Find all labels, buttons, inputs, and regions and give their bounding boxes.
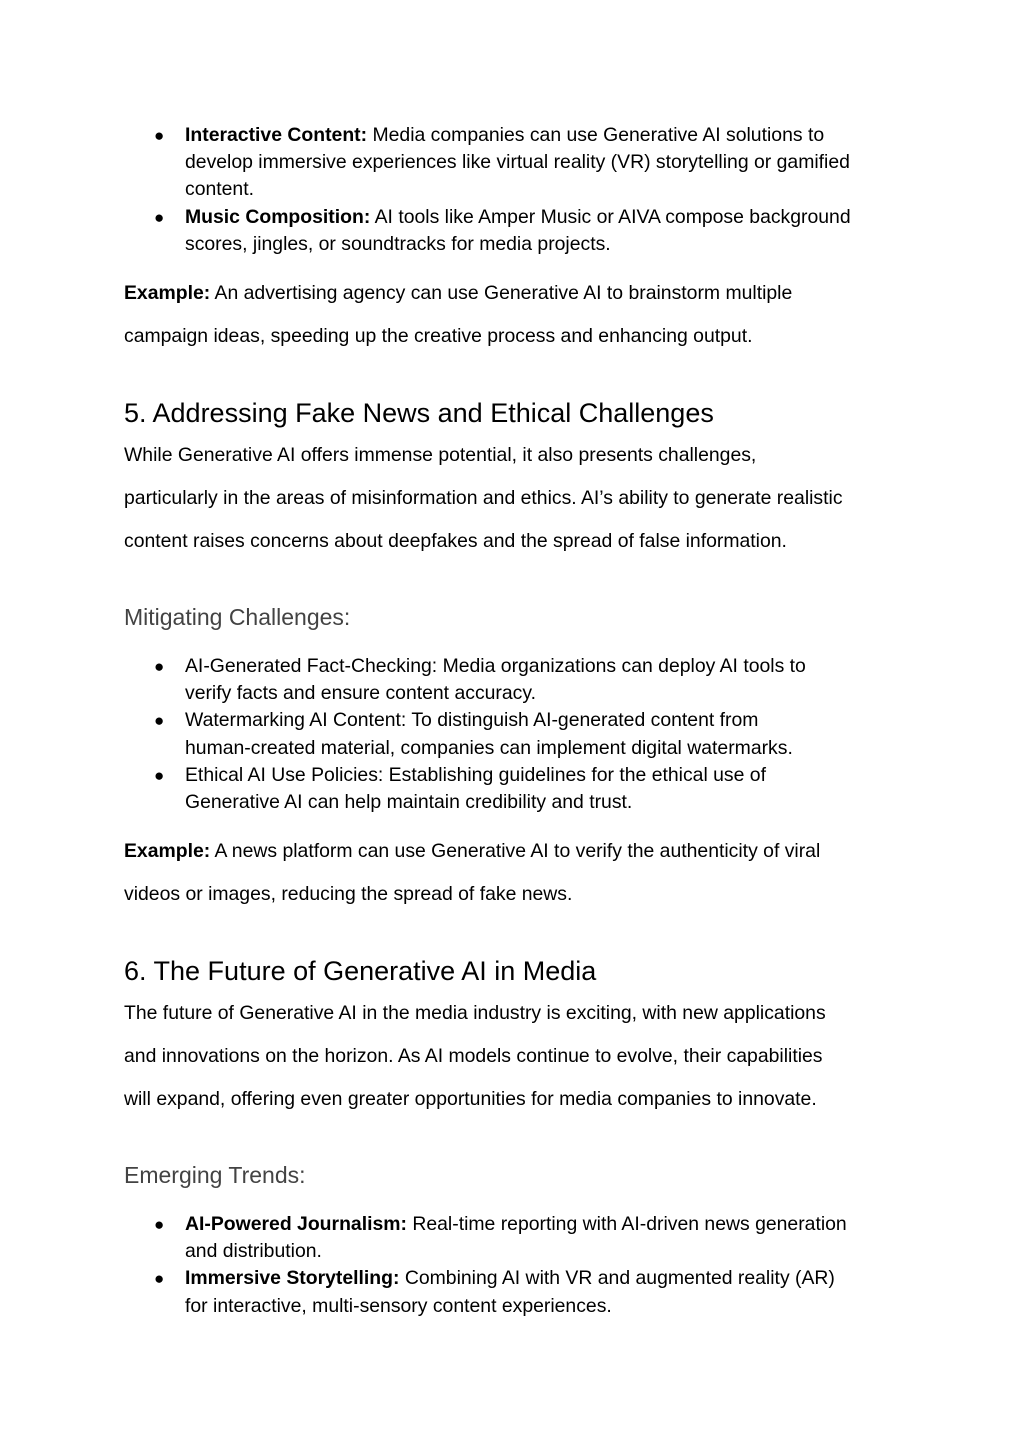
list-item-text: and distribution.	[185, 1240, 322, 1263]
example-text: videos or images, reducing the spread of fake news.	[124, 882, 573, 905]
paragraph-line: will expand, offering even greater opportunities for media companies to innovate.	[124, 1087, 817, 1110]
example-text: A news platform can use Generative AI to verify the authenticity of viral	[214, 840, 821, 862]
list-item-text: Generative AI can help maintain credibility and trust.	[185, 791, 633, 814]
list-item-text: scores, jingles, or soundtracks for media projects.	[185, 232, 611, 255]
bullet-icon: ●	[154, 126, 165, 145]
list-item	[124, 707, 914, 761]
bullet-icon: ●	[154, 711, 165, 731]
list-item-text: develop immersive experiences like virtual reality (VR) storytelling or gamified	[185, 151, 850, 174]
list-item-text: Media companies can use Generative AI solutions to	[372, 124, 825, 146]
mitigating-challenges-list	[124, 653, 914, 816]
paragraph-line: particularly in the areas of misinformation and ethics. AI’s ability to generate realistic	[124, 486, 843, 509]
list-item	[124, 1265, 914, 1319]
list-item-text: Watermarking AI Content: To distinguish AI-generated content from	[185, 709, 759, 732]
section-heading: 5. Addressing Fake News and Ethical Challenges	[124, 398, 714, 428]
list-item-label: Music Composition:	[185, 205, 371, 228]
top-bullet-list	[124, 122, 914, 258]
bullet-icon: ●	[154, 207, 165, 227]
bullet-icon: ●	[154, 657, 165, 676]
section-paragraph	[124, 434, 914, 562]
example-text: campaign ideas, speeding up the creative process and enhancing output.	[124, 324, 753, 347]
list-item-text: Combining AI with VR and augmented reality (AR)	[404, 1267, 835, 1290]
example-label: Example:	[124, 840, 211, 862]
list-item-label: Interactive Content:	[185, 124, 368, 146]
paragraph-line: While Generative AI offers immense potential, it also presents challenges,	[124, 444, 757, 466]
list-item-label: Immersive Storytelling:	[185, 1267, 400, 1290]
list-item-text: human-created material, companies can implement digital watermarks.	[185, 736, 793, 759]
list-item	[124, 122, 914, 204]
paragraph-line: and innovations on the horizon. As AI models continue to evolve, their capabilities	[124, 1044, 823, 1067]
list-item-label: AI-Powered Journalism:	[185, 1213, 407, 1235]
example-label: Example:	[124, 282, 211, 304]
list-item	[124, 204, 914, 258]
bullet-icon: ●	[154, 1215, 165, 1234]
subsection-heading: Mitigating Challenges:	[124, 604, 351, 630]
list-item-text: content.	[185, 178, 254, 201]
list-item	[124, 762, 914, 816]
list-item	[124, 653, 914, 707]
paragraph-line: content raises concerns about deepfakes and the spread of false information.	[124, 529, 787, 552]
list-item-text: verify facts and ensure content accuracy.	[185, 682, 537, 705]
list-item-text: Real-time reporting with AI-driven news generation	[412, 1213, 847, 1235]
list-item-text: for interactive, multi-sensory content experiences.	[185, 1294, 612, 1317]
example-paragraph	[124, 272, 914, 358]
example-paragraph	[124, 830, 914, 916]
emerging-trends-list	[124, 1211, 914, 1320]
example-text: An advertising agency can use Generative AI to brainstorm multiple	[214, 282, 793, 304]
list-item-text: AI tools like Amper Music or AIVA compose background	[374, 205, 851, 228]
bullet-icon: ●	[154, 1269, 165, 1289]
list-item	[124, 1211, 914, 1265]
section-heading: 6. The Future of Generative AI in Media	[124, 956, 597, 986]
list-item-text: Ethical AI Use Policies: Establishing guidelines for the ethical use of	[185, 763, 766, 786]
section-paragraph	[124, 992, 914, 1120]
paragraph-line: The future of Generative AI in the media industry is exciting, with new applications	[124, 1002, 826, 1024]
list-item-text: AI-Generated Fact-Checking: Media organizations can deploy AI tools to	[185, 655, 806, 677]
bullet-icon: ●	[154, 765, 165, 785]
subsection-heading: Emerging Trends:	[124, 1162, 306, 1188]
